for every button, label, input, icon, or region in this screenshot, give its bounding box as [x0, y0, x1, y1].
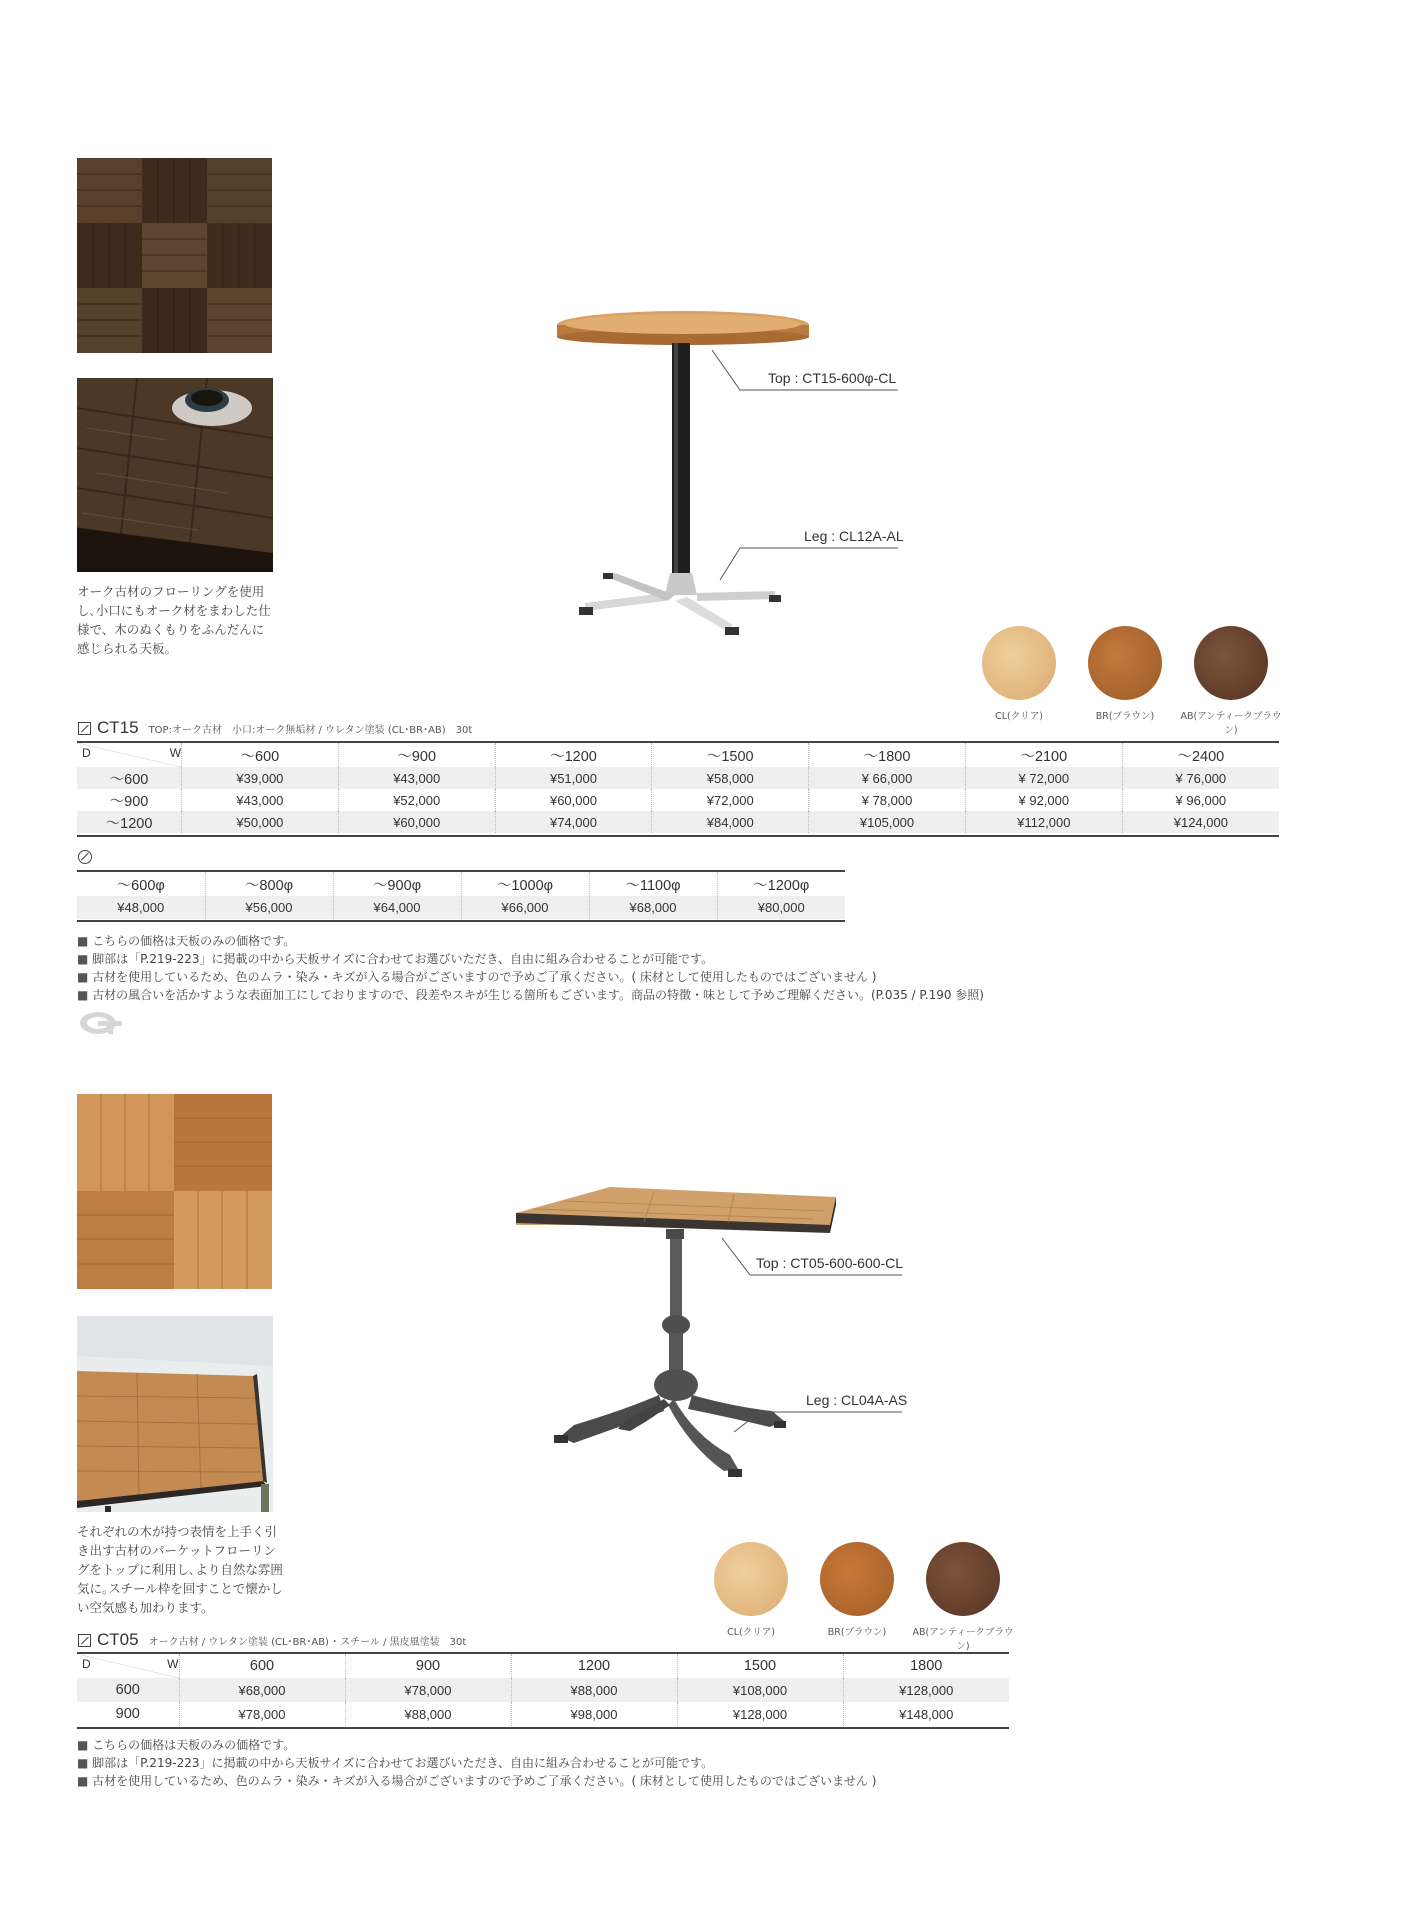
ct15-col-header: ～1500 [652, 743, 809, 767]
ct05-callout-leg: Leg : CL04A-AS [806, 1392, 908, 1408]
ct15-col-header: ～900 [338, 743, 495, 767]
ct15-d-label: D [82, 746, 91, 760]
ct05-finish-ab-label: AB(アンティークブラウン) [912, 1627, 1014, 1652]
ct05-spec: オーク古材 / ウレタン塗装 (CL･BR･AB) ･ スチール / 黒皮風塗装 30t [148, 1636, 467, 1648]
price-cell: ¥112,000 [965, 811, 1122, 833]
ct05-finish-ab-swatch [926, 1542, 1000, 1616]
price-cell: ¥51,000 [495, 767, 652, 789]
ct05-finish-br-label: BR(ブラウン) [827, 1627, 887, 1638]
price-cell: ¥56,000 [205, 896, 333, 919]
square-top-icon [78, 1634, 91, 1647]
ct05-code: CT05 [97, 1630, 139, 1649]
ct15-col-header: ～600 [182, 743, 339, 767]
price-cell: ¥60,000 [495, 789, 652, 811]
note-item: ■ 古材の風合いを活かすような表面加工にしておりますので、段差やスキが生じる箇所もございます。商品の特徴・味として予めご理解ください。(P.035 / P.190 参照) [77, 986, 1277, 1004]
ct05-col-header: 1200 [511, 1654, 677, 1678]
price-cell: ¥52,000 [338, 789, 495, 811]
note-item: ■ こちらの価格は天板のみの価格です。 [77, 1736, 1277, 1754]
round-col-header: ～600φ [116, 877, 165, 894]
ct05-col-header: 1500 [677, 1654, 843, 1678]
price-cell: ¥66,000 [461, 896, 589, 919]
round-col-header: ～900φ [333, 872, 461, 896]
ct15-col-header: ～2100 [965, 743, 1122, 767]
price-cell: ¥ 92,000 [965, 789, 1122, 811]
price-cell: ¥108,000 [677, 1678, 843, 1702]
note-item: ■ 古材を使用しているため、色のムラ・染み・キズが入る場合がございますので予めご了承ください。( 床材として使用したものではございません ) [77, 1772, 1277, 1790]
price-cell: ¥43,000 [182, 789, 339, 811]
note-item: ■ 脚部は「P.219-223」に掲載の中から天板サイズに合わせてお選びいただき、自由に組み合わせることが可能です。 [77, 950, 1277, 968]
ct15-row-d: ～900 [109, 793, 149, 810]
ct05-row-d: 600 [77, 1678, 179, 1702]
ct15-col-header: ～1800 [809, 743, 966, 767]
round-col-header: ～1200φ [717, 872, 845, 896]
ct15-callout-leg: Leg : CL12A-AL [804, 528, 904, 544]
ct15-finish-br-label: BR(ブラウン) [1095, 711, 1155, 722]
ct05-finish-cl-swatch [714, 1542, 788, 1616]
ct15-spec: TOP:オーク古材 小口:オーク無垢材 / ウレタン塗装 (CL･BR･AB) 30t [148, 724, 473, 736]
price-cell: ¥74,000 [495, 811, 652, 833]
ct05-table-bottom-rule [77, 1727, 1009, 1729]
price-cell: ¥88,000 [511, 1678, 677, 1702]
price-cell: ¥ 76,000 [1122, 767, 1279, 789]
ct05-row-d: 900 [115, 1706, 140, 1722]
ct05-table-header-row [77, 1654, 1009, 1678]
ct05-finish-cl-label: CL(クリア) [727, 1627, 775, 1638]
ct15-row-d: ～1200 [77, 811, 182, 833]
ct05-dw-corner [77, 1654, 179, 1678]
price-cell: ¥88,000 [345, 1702, 511, 1726]
price-cell: ¥78,000 [179, 1702, 345, 1726]
ct15-finish-cl-label: CL(クリア) [995, 711, 1043, 722]
price-cell: ¥ 96,000 [1122, 789, 1279, 811]
price-cell: ¥64,000 [333, 896, 461, 919]
ct15-finish-ab-label: AB(アンティークブラウン) [1180, 711, 1282, 736]
ct05-price-table [77, 1654, 1009, 1726]
price-cell: ¥39,000 [182, 767, 339, 789]
ct05-w-label: W [167, 1657, 179, 1671]
ct05-d-label: D [82, 1657, 91, 1671]
note-item: ■ 脚部は「P.219-223」に掲載の中から天板サイズに合わせてお選びいただき、自由に組み合わせることが可能です。 [77, 1754, 1277, 1772]
price-cell: ¥60,000 [338, 811, 495, 833]
price-cell: ¥80,000 [717, 896, 845, 919]
price-cell: ¥72,000 [652, 789, 809, 811]
ct05-callout-top: Top : CT05-600-600-CL [756, 1255, 904, 1271]
price-cell: ¥128,000 [843, 1678, 1009, 1702]
ct15-row-d: ～600 [77, 767, 182, 789]
ct15-w-label: W [169, 746, 182, 760]
price-cell: ¥43,000 [338, 767, 495, 789]
price-cell: ¥78,000 [345, 1678, 511, 1702]
price-cell: ¥48,000 [77, 896, 205, 919]
ct05-notes [77, 1736, 1277, 1790]
ct15-callout-top: Top : CT15-600φ-CL [768, 370, 897, 386]
price-cell: ¥ 78,000 [809, 789, 966, 811]
table-row [77, 1678, 1009, 1702]
ct05-finish-br-swatch [820, 1542, 894, 1616]
price-cell: ¥148,000 [843, 1702, 1009, 1726]
price-cell: ¥98,000 [511, 1702, 677, 1726]
ct15-description: オーク古材のフローリングを使用 し､小口にもオーク材をまわした仕 様で、木のぬくもりをふんだんに 感じられる天板。 [77, 584, 271, 656]
price-cell: ¥105,000 [809, 811, 966, 833]
note-item: ■ 古材を使用しているため、色のムラ・染み・キズが入る場合がございますので予めご了承ください。( 床材として使用したものではございません ) [77, 968, 1277, 986]
round-col-header: ～1000φ [461, 872, 589, 896]
table-row [77, 1702, 1009, 1726]
price-cell: ¥ 72,000 [965, 767, 1122, 789]
round-col-header: ～1100φ [589, 872, 717, 896]
ct15-col-header: ～2400 [1122, 743, 1279, 767]
ct05-description: それぞれの木が持つ表情を上手く引 き出す古材のパーケットフローリン グをトップに利用し､より自然な雰囲 気に｡スチール枠を回すことで懐かし い空気感も加わります。 [77, 1524, 283, 1615]
price-cell: ¥68,000 [179, 1678, 345, 1702]
note-item: ■ こちらの価格は天板のみの価格です。 [77, 932, 1277, 950]
ct15-code: CT15 [97, 718, 139, 737]
ct05-heading [78, 1630, 466, 1650]
price-cell: ¥68,000 [589, 896, 717, 919]
ct05-col-header: 1800 [843, 1654, 1009, 1678]
ct05-col-header: 600 [179, 1654, 345, 1678]
round-col-header: ～800φ [205, 872, 333, 896]
price-cell: ¥58,000 [652, 767, 809, 789]
price-cell: ¥ 66,000 [809, 767, 966, 789]
ct05-col-header: 900 [345, 1654, 511, 1678]
ct15-col-header: ～1200 [495, 743, 652, 767]
price-cell: ¥128,000 [677, 1702, 843, 1726]
price-cell: ¥84,000 [652, 811, 809, 833]
price-cell: ¥50,000 [182, 811, 339, 833]
price-cell: ¥124,000 [1122, 811, 1279, 833]
